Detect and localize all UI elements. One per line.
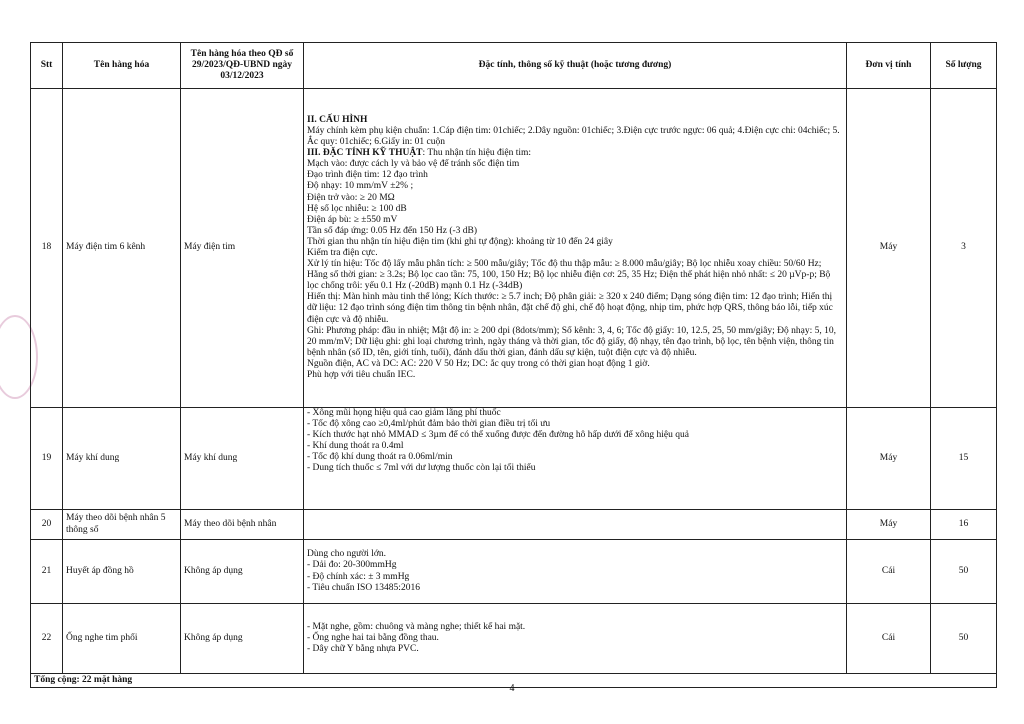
spec-line <box>307 359 843 370</box>
table-row <box>31 89 997 408</box>
cell-qty: 50 <box>931 540 997 604</box>
table-row <box>31 510 997 540</box>
spec-text: Điện áp bù: ≥ ±550 mV <box>307 214 398 225</box>
cell-unit: Cái <box>847 604 931 674</box>
table-row <box>31 408 997 510</box>
spec-line <box>307 560 843 571</box>
spec-text: - Tốc độ xông cao ≥0,4ml/phút đảm bảo thời gian điều trị tối ưu <box>307 419 551 430</box>
spec-text: - Tốc độ khí dung thoát ra 0.06ml/min <box>307 452 453 463</box>
spec-line <box>307 215 843 226</box>
spec-line <box>307 193 843 204</box>
spec-text: - Dải đo: 20-300mmHg <box>307 560 397 571</box>
spec-text: Phù hợp với tiêu chuẩn IEC. <box>307 370 416 381</box>
spec-section-title: II. CẤU HÌNH <box>307 114 368 125</box>
table-row <box>31 604 997 674</box>
cell-spec <box>304 540 847 604</box>
spec-line <box>307 159 843 170</box>
cell-name: Huyết áp đồng hồ <box>63 540 181 604</box>
spec-text: Độ nhạy: 10 mm/mV ±2% ; <box>307 181 414 192</box>
spec-line <box>307 292 843 325</box>
cell-name-qd: Không áp dụng <box>181 540 304 604</box>
spec-line <box>307 204 843 215</box>
cell-stt: 20 <box>31 510 63 540</box>
spec-line <box>307 572 843 583</box>
cell-stt: 21 <box>31 540 63 604</box>
total-label: Tổng cộng: 22 mặt hàng <box>31 674 997 688</box>
cell-name: Máy khí dung <box>63 408 181 510</box>
cell-name: Máy điện tim 6 kênh <box>63 89 181 408</box>
spec-line <box>307 148 843 159</box>
spec-line <box>307 419 843 430</box>
cell-unit: Máy <box>847 510 931 540</box>
spec-text: Kiểm tra điện cực. <box>307 248 378 258</box>
spec-text: Ghi: Phương pháp: đầu in nhiệt; Mật độ in: ≥ 200 dpi (8dots/mm); Số kênh: 3, 4, 6; Tốc độ giấy: 10, 12.5, 25, 50 mm/giây; Độ nhạy: 5, 10, 20 mm/mV; Dữ liệu ghi: ghi loại chương trình, ngày tháng và thời gian, tốc độ giấy, độ nhạy, tên đạo trình, bộ lọc, tên bệnh viện, thông tin bệnh nhân (số ID, tên, giới tính, tuổi), đánh dấu thời gian, đánh dấu sự kiện, tuột điện cực và độ nhiễu. <box>307 325 836 358</box>
goods-table <box>30 42 997 688</box>
header-name: Tên hàng hóa <box>63 43 181 89</box>
spec-line <box>307 430 843 441</box>
table-header-row <box>31 43 997 89</box>
spec-text: Điện trở vào: ≥ 20 MΩ <box>307 192 395 203</box>
header-spec: Đặc tính, thông số kỹ thuật (hoặc tương đương) <box>304 43 847 89</box>
spec-text: Máy chính kèm phụ kiện chuẩn: 1.Cáp điện tim: 01chiếc; 2.Dây nguồn: 01chiếc; 3.Điện cực trước ngực: 06 quả; 4.Điện cực chi: 04chiếc; 5. Ắc quy: 01chiếc; 6.Giấy in: 01 cuộn <box>307 125 840 148</box>
cell-spec <box>304 510 847 540</box>
spec-text: Hệ số lọc nhiễu: ≥ 100 dB <box>307 203 407 214</box>
spec-text: Xử lý tín hiệu: Tốc độ lấy mẫu phân tích: ≥ 500 mẫu/giây; Tốc độ thu thập mẫu: ≥ 8.000 mẫu/giây; Bộ lọc nhiễu xoay chiều: 50/60 Hz; Hằng số thời gian: ≥ 3.2s; Bộ lọc cao tần: 75, 100, 150 Hz; Bộ lọc nhiễu điện cơ: 25, 35 Hz; Điện thế phát hiện nhỏ nhất: ≤ 20 µVp-p; Bộ lọc chống trôi: yếu 0.1 Hz (-20dB) mạnh 0.1 Hz (-34dB) <box>307 259 831 292</box>
spec-text: Dùng cho người lớn. <box>307 549 387 560</box>
spec-line <box>307 463 843 474</box>
spec-line <box>307 452 843 463</box>
spec-text: Tần số đáp ứng: 0.05 Hz đến 150 Hz (-3 dB) <box>307 225 478 236</box>
spec-line <box>307 181 843 192</box>
table-row <box>31 540 997 604</box>
spec-line <box>307 549 843 560</box>
cell-name: Máy theo dõi bệnh nhân 5 thông số <box>63 510 181 540</box>
cell-stt: 22 <box>31 604 63 674</box>
spec-line <box>307 226 843 237</box>
cell-unit: Máy <box>847 89 931 408</box>
spec-line <box>307 644 843 655</box>
spec-text: - Độ chính xác: ± 3 mmHg <box>307 571 410 582</box>
cell-qty: 3 <box>931 89 997 408</box>
cell-stt: 19 <box>31 408 63 510</box>
spec-line <box>307 622 843 633</box>
cell-spec <box>304 604 847 674</box>
spec-line <box>307 583 843 594</box>
spec-text: Nguồn điện, AC và DC: AC: 220 V 50 Hz; DC: ắc quy trong có thời gian hoạt động 1 giờ. <box>307 358 650 369</box>
spec-line <box>307 248 843 259</box>
cell-qty: 15 <box>931 408 997 510</box>
spec-line <box>307 115 843 126</box>
cell-name-qd: Máy khí dung <box>181 408 304 510</box>
header-stt: Stt <box>31 43 63 89</box>
cell-qty: 16 <box>931 510 997 540</box>
spec-text: : Thu nhận tín hiệu điện tim: <box>422 148 532 159</box>
spec-line <box>307 633 843 644</box>
spec-line <box>307 326 843 359</box>
spec-text: - Kích thước hạt nhỏ MMAD ≤ 3µm để có thể xuống được đến đường hô hấp dưới để xông hiệu quả <box>307 430 689 441</box>
spec-line <box>307 126 843 148</box>
spec-text: - Khí dung thoát ra 0.4ml <box>307 441 404 452</box>
page-number: 4 <box>509 683 515 694</box>
cell-name-qd: Máy điện tim <box>181 89 304 408</box>
cell-unit: Máy <box>847 408 931 510</box>
spec-text: Hiển thị: Màn hình màu tinh thể lỏng; Kích thước: ≥ 5.7 inch; Độ phân giải: ≥ 320 x 240 điểm; Dạng sóng điện tim: 12 đạo trình; Hiển thị dữ liệu: 12 đạo trình sóng điện tim thông tin bệnh nhân, đặt chế độ ghi, chế độ hoạt động, nhịp tim, phức hợp QRS, thông báo lỗi, tiếp xúc điện cực và độ nhiễu. <box>307 292 833 325</box>
spec-text: - Xông mũi họng hiệu quả cao giảm lãng phí thuốc <box>307 408 501 418</box>
spec-line <box>307 259 843 292</box>
spec-line <box>307 370 843 381</box>
spec-line <box>307 408 843 419</box>
spec-text: - Ống nghe hai tai bằng đồng thau. <box>307 632 439 643</box>
spec-text: Thời gian thu nhận tín hiệu điện tim (khi ghi tự động): khoảng từ 10 đến 24 giây <box>307 236 613 247</box>
spec-text: Đạo trình điện tim: 12 đạo trình <box>307 170 428 181</box>
cell-spec <box>304 89 847 408</box>
spec-text: - Dung tích thuốc ≤ 7ml với dư lượng thuốc còn lại tối thiểu <box>307 463 536 474</box>
spec-text: - Tiêu chuẩn ISO 13485:2016 <box>307 582 420 593</box>
cell-name: Ống nghe tim phổi <box>63 604 181 674</box>
header-unit: Đơn vị tính <box>847 43 931 89</box>
table-body <box>31 89 997 674</box>
spec-text: - Dây chữ Y bằng nhựa PVC. <box>307 644 419 655</box>
header-name-qd: Tên hàng hóa theo QĐ số 29/2023/QĐ-UBND ngày 03/12/2023 <box>181 43 304 89</box>
header-qty: Số lượng <box>931 43 997 89</box>
cell-name-qd: Không áp dụng <box>181 604 304 674</box>
cell-stt: 18 <box>31 89 63 408</box>
spec-line <box>307 170 843 181</box>
spec-text: - Mặt nghe, gồm: chuông và màng nghe; thiết kế hai mặt. <box>307 621 526 632</box>
spec-line <box>307 441 843 452</box>
cell-spec <box>304 408 847 510</box>
spec-section-title: III. ĐẶC TÍNH KỸ THUẬT <box>307 148 423 159</box>
cell-qty: 50 <box>931 604 997 674</box>
spec-text: Mạch vào: được cách ly và bảo vệ để tránh sốc điện tim <box>307 159 520 170</box>
cell-name-qd: Máy theo dõi bệnh nhân <box>181 510 304 540</box>
cell-unit: Cái <box>847 540 931 604</box>
spec-line <box>307 237 843 248</box>
